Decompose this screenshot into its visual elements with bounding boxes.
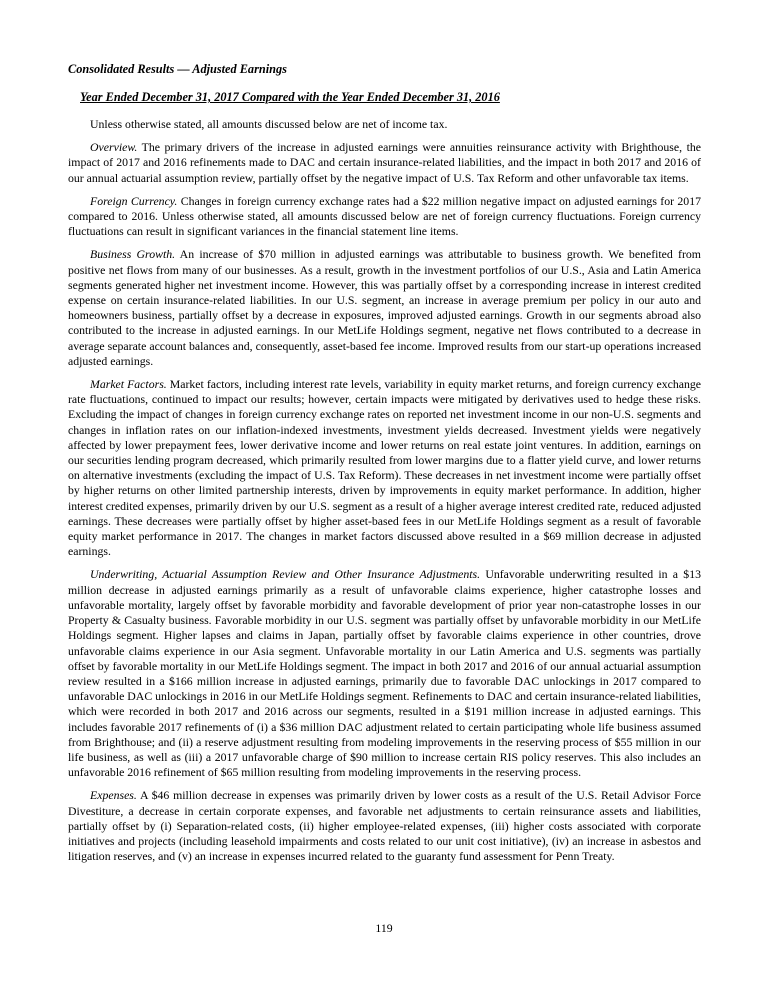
paragraph-text: Unfavorable underwriting resulted in a $13 million decrease in adjusted earnings primarily as a result of unfavorable claims experience, higher catastrophe losses and unfavorable mortality, largely offset by favorable morbidity and favorable development of prior year non-catastrophe losses in our Property & Casualty business. Favorable morbidity in our U.S. segment was partially offset by unfavorable morbidity in our MetLife Holdings segment. Higher lapses and claims in Japan, partially offset by favorable claims experience in other countries, drove unfavorable claims experience in our Asia segment. Unfavorable mortality in our Latin America and U.S. segments was partially offset by favorable mortality in our MetLife Holdings segment. The impact in both 2017 and 2016 of our annual actuarial assumption review resulted in a $166 million increase in adjusted earnings, primarily due to favorable DAC unlockings in 2017 compared to unfavorable DAC unlockings in 2016 in our MetLife Holdings segment. Refinements to DAC and certain insurance-related liabilities, which were recorded in both 2017 and 2016 across our segments, resulted in a $191 million increase in adjusted earnings. This includes favorable 2017 refinements of (i) a $36 million DAC adjustment related to certain participating whole life business assumed from Brighthouse; and (ii) a reserve adjustment resulting from modeling improvements in the reserving process of $55 million in our life business, as well as (iii) a 2017 unfavorable charge of $90 million to increase certain RIS policy reserves. This also includes an unfavorable 2016 refinement of $65 million resulting from modeling improvements in the reserving process.	[68, 567, 701, 780]
paragraph-text: Market factors, including interest rate levels, variability in equity market returns, and foreign currency exchange rate fluctuations, continued to impact our results; however, certain impacts were mitigated by derivatives used to hedge these risks. Excluding the impact of changes in foreign currency exchange rates on reported net investment income in our non-U.S. segments and changes in inflation rates on our inflation-indexed investments, investment yields decreased. Investment yields were negatively affected by lower prepayment fees, lower derivative income and lower returns on real estate joint ventures. In addition, earnings on our securities lending program decreased, which primarily resulted from lower margins due to a flatter yield curve, and lower returns on alternative investments (excluding the impact of U.S. Tax Reform). These decreases in net investment income were partially offset by higher returns on other limited partnership interests, driven by improvements in equity market performance. In addition, higher interest credited expenses, primarily driven by our U.S. segment as a result of a higher average interest credited rate, reduced adjusted earnings. These decreases were partially offset by higher asset-based fees in our MetLife Holdings segment as a result of favorable equity market performance in 2017. The changes in market factors discussed above resulted in a $69 million decrease in adjusted earnings.	[68, 377, 701, 559]
paragraph-lead: Business Growth.	[90, 247, 176, 262]
page-number: 119	[375, 921, 393, 935]
paragraph-lead: Foreign Currency.	[90, 193, 178, 208]
paragraph-underwriting	[68, 567, 701, 780]
document-body	[68, 62, 701, 872]
paragraph-overview	[68, 140, 701, 186]
paragraph-text: The primary drivers of the increase in adjusted earnings were annuities reinsurance activity with Brighthouse, the impact of 2017 and 2016 refinements made to DAC and certain insurance-related liabilities, and the impact in both 2017 and 2016 of our annual actuarial assumption review, partially offset by the negative impact of U.S. Tax Reform and other unfavorable tax items.	[68, 140, 701, 185]
paragraph-expenses	[68, 788, 701, 864]
paragraph-lead: Expenses.	[90, 788, 137, 803]
paragraph-intro	[68, 117, 701, 132]
paragraph-lead: Underwriting, Actuarial Assumption Review and Other Insurance Adjustments.	[90, 567, 481, 582]
subsection-title: Year Ended December 31, 2017 Compared with the Year Ended December 31, 2016	[80, 90, 500, 104]
paragraph-market-factors	[68, 377, 701, 559]
section-title: Consolidated Results — Adjusted Earnings	[68, 62, 287, 76]
paragraph-lead: Overview.	[90, 140, 138, 155]
paragraph-foreign-currency	[68, 194, 701, 240]
paragraph-text: An increase of $70 million in adjusted earnings was attributable to business growth. We benefited from positive net flows from many of our businesses. As a result, growth in the investment portfolios of our U.S., Asia and Latin America segments generated higher net investment income. However, this was partially offset by a corresponding increase in interest credited expense on certain insurance-related liabilities. In our U.S. segment, an increase in average premium per policy in our auto and homeowners business, partially offset by a decrease in exposures, improved adjusted earnings. Growth in our segments abroad also contributed to the increase in adjusted earnings. In our MetLife Holdings segment, negative net flows contributed to a decrease in average separate account balances and, consequently, asset-based fee income. Improved results from our start-up operations increased adjusted earnings.	[68, 247, 701, 368]
paragraph-business-growth	[68, 247, 701, 369]
paragraph-text: A $46 million decrease in expenses was primarily driven by lower costs as a result of the U.S. Retail Advisor Force Divestiture, a decrease in certain corporate expenses, and favorable net adjustments to certain reinsurance assets and liabilities, partially offset by (i) Separation-related costs, (ii) higher employee-related expenses, (iii) higher costs associated with corporate initiatives and projects (including leasehold impairments and costs related to our unit cost initiative), (iv) an increase in asbestos and litigation reserves, and (v) an increase in expenses incurred related to the guaranty fund assessment for Penn Treaty.	[68, 788, 701, 864]
paragraph-text: Changes in foreign currency exchange rates had a $22 million negative impact on adjusted earnings for 2017 compared to 2016. Unless otherwise stated, all amounts discussed below are net of foreign currency fluctuations. Foreign currency fluctuations can result in significant variances in the financial statement line items.	[68, 193, 702, 239]
paragraph-lead: Market Factors.	[90, 377, 167, 392]
paragraph-text: Unless otherwise stated, all amounts discussed below are net of income tax.	[90, 117, 448, 131]
